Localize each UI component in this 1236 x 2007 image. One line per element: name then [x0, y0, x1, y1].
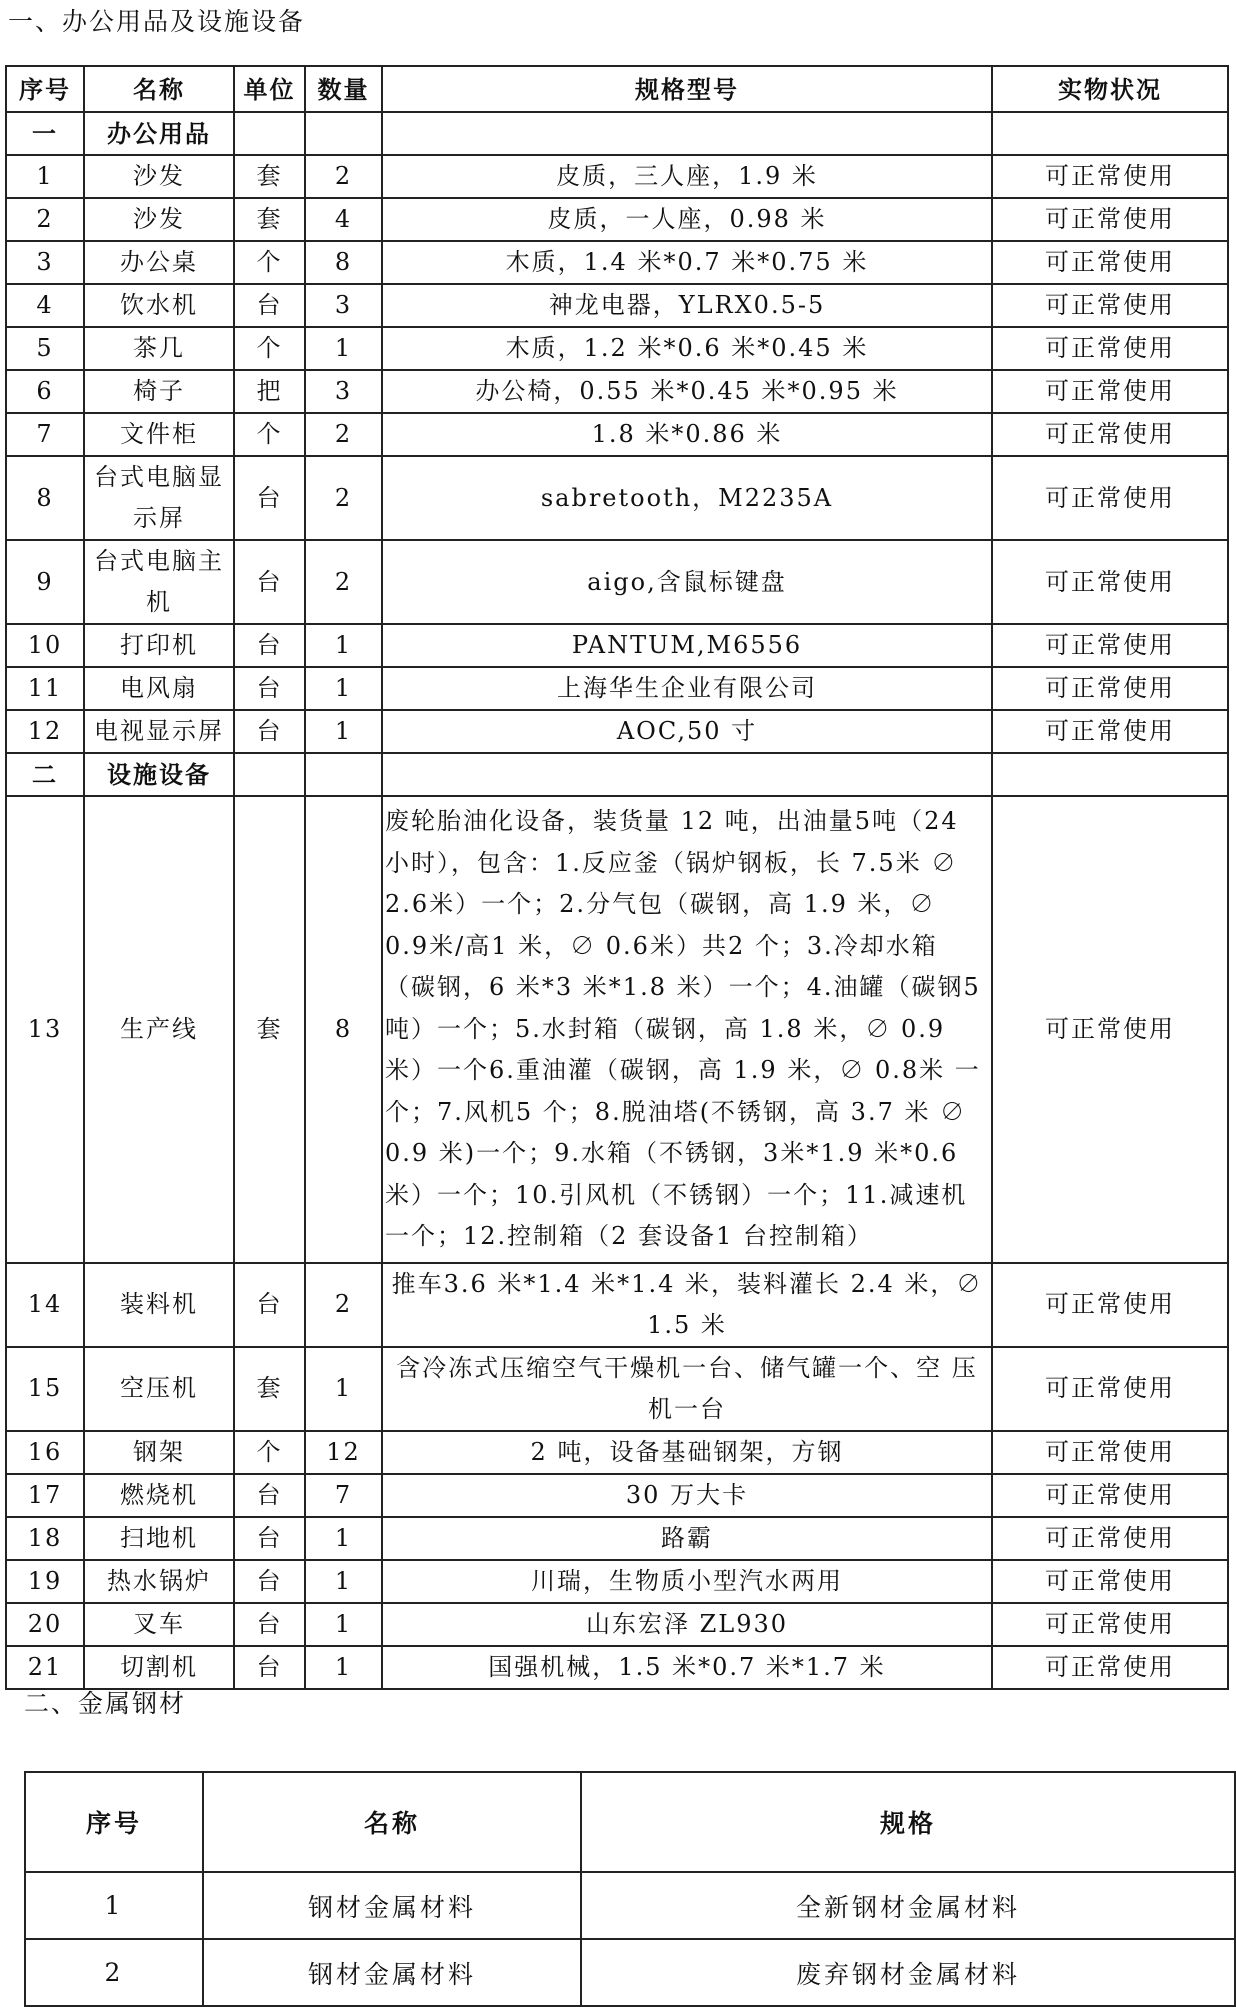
table-row [6, 1431, 1228, 1474]
cell-qty: 2 [305, 155, 382, 198]
table-row [6, 540, 1228, 624]
table-row [6, 1517, 1228, 1560]
cell-spec: 1.8 米*0.86 米 [382, 413, 992, 456]
office-equipment-table [5, 65, 1229, 1690]
cell-status: 可正常使用 [992, 413, 1228, 456]
cell-no: 16 [6, 1431, 84, 1474]
cell-status: 可正常使用 [992, 241, 1228, 284]
cell-status: 可正常使用 [992, 198, 1228, 241]
cell-unit: 台 [234, 284, 305, 327]
header-unit: 单位 [234, 66, 305, 112]
cell-qty: 8 [305, 241, 382, 284]
cell-status: 可正常使用 [992, 370, 1228, 413]
group-name: 办公用品 [84, 112, 234, 155]
cell-spec: 废轮胎油化设备，装货量 12 吨，出油量5吨（24 小时），包含：1.反应釜（锅炉钢板，长 7.5米 ∅ 2.6米）一个；2.分气包（碳钢，高 1.9 米，∅ 0.9米/高1 米，∅ 0.6米）共2 个；3.冷却水箱（碳钢，6 米*3 米*1.8 米）一个；4.油罐（碳钢5 吨）一个；5.水封箱（碳钢，高 1.8 米，∅ 0.9 米）一个6.重油灌（碳钢，高 1.9 米，∅ 0.8米 一个；7.风机5 个；8.脱油塔(不锈钢，高 3.7 米 ∅ 0.9 米)一个；9.水箱（不锈钢，3米*1.9 米*0.6 米）一个；10.引风机（不锈钢）一个；11.减速机一个；12.控制箱（2 套设备1 台控制箱） [382, 796, 992, 1263]
cell-status: 可正常使用 [992, 155, 1228, 198]
cell-no: 7 [6, 413, 84, 456]
table-row [6, 1603, 1228, 1646]
table-header-row [6, 66, 1228, 112]
header-spec: 规格型号 [382, 66, 992, 112]
cell-unit: 台 [234, 1560, 305, 1603]
cell-spec: aigo,含鼠标键盘 [382, 540, 992, 624]
cell-qty: 1 [305, 1517, 382, 1560]
cell-spec: 神龙电器，YLRX0.5-5 [382, 284, 992, 327]
cell-name: 生产线 [84, 796, 234, 1263]
cell-name: 热水锅炉 [84, 1560, 234, 1603]
cell-unit: 套 [234, 155, 305, 198]
cell-name: 扫地机 [84, 1517, 234, 1560]
cell-spec: 木质，1.4 米*0.7 米*0.75 米 [382, 241, 992, 284]
cell-name: 燃烧机 [84, 1474, 234, 1517]
table-row [6, 370, 1228, 413]
cell-qty: 4 [305, 198, 382, 241]
cell-spec: 木质，1.2 米*0.6 米*0.45 米 [382, 327, 992, 370]
cell-qty: 1 [305, 1347, 382, 1431]
cell-spec: 推车3.6 米*1.4 米*1.4 米，装料灌长 2.4 米，∅ 1.5 米 [382, 1263, 992, 1347]
table-row [6, 413, 1228, 456]
table-row [6, 710, 1228, 753]
cell-spec: 废弃钢材金属材料 [581, 1939, 1235, 2006]
cell-name: 饮水机 [84, 284, 234, 327]
cell-qty: 2 [305, 540, 382, 624]
cell-no: 3 [6, 241, 84, 284]
header-no: 序号 [6, 66, 84, 112]
cell-spec: AOC,50 寸 [382, 710, 992, 753]
cell-name: 茶几 [84, 327, 234, 370]
cell-name: 钢架 [84, 1431, 234, 1474]
cell-status: 可正常使用 [992, 624, 1228, 667]
cell-unit: 把 [234, 370, 305, 413]
table-row [6, 198, 1228, 241]
table-row [6, 624, 1228, 667]
cell-unit: 台 [234, 667, 305, 710]
cell-status: 可正常使用 [992, 1263, 1228, 1347]
cell-spec: 办公椅，0.55 米*0.45 米*0.95 米 [382, 370, 992, 413]
cell-name: 空压机 [84, 1347, 234, 1431]
cell-name: 切割机 [84, 1646, 234, 1689]
table-header-row [25, 1772, 1235, 1872]
cell-unit: 个 [234, 1431, 305, 1474]
cell-status: 可正常使用 [992, 540, 1228, 624]
table-row [6, 284, 1228, 327]
section-title-metal-steel: 二、金属钢材 [24, 1689, 187, 1718]
cell-unit: 套 [234, 796, 305, 1263]
cell-status: 可正常使用 [992, 1347, 1228, 1431]
cell-unit: 个 [234, 241, 305, 284]
table-row [6, 241, 1228, 284]
cell-qty: 1 [305, 1646, 382, 1689]
cell-no: 9 [6, 540, 84, 624]
cell-unit: 台 [234, 1603, 305, 1646]
cell-no: 10 [6, 624, 84, 667]
cell-unit: 个 [234, 413, 305, 456]
table-row [6, 1560, 1228, 1603]
header-status: 实物状况 [992, 66, 1228, 112]
metal-steel-table [24, 1771, 1236, 2007]
cell-unit: 台 [234, 456, 305, 540]
cell-qty: 8 [305, 796, 382, 1263]
cell-spec: sabretooth，M2235A [382, 456, 992, 540]
table-row [6, 1474, 1228, 1517]
group-row-facilities [6, 753, 1228, 796]
cell-name: 叉车 [84, 1603, 234, 1646]
cell-no: 15 [6, 1347, 84, 1431]
cell-status: 可正常使用 [992, 710, 1228, 753]
cell-name: 装料机 [84, 1263, 234, 1347]
cell-status: 可正常使用 [992, 1474, 1228, 1517]
cell-name: 文件柜 [84, 413, 234, 456]
cell-spec: 川瑞，生物质小型汽水两用 [382, 1560, 992, 1603]
cell-no: 8 [6, 456, 84, 540]
table-row [6, 667, 1228, 710]
table-row [6, 456, 1228, 540]
cell-status: 可正常使用 [992, 1560, 1228, 1603]
cell-no: 18 [6, 1517, 84, 1560]
cell-name: 电视显示屏 [84, 710, 234, 753]
group-no: 一 [6, 112, 84, 155]
cell-no: 13 [6, 796, 84, 1263]
cell-status: 可正常使用 [992, 456, 1228, 540]
cell-no: 17 [6, 1474, 84, 1517]
cell-status: 可正常使用 [992, 667, 1228, 710]
cell-no: 21 [6, 1646, 84, 1689]
cell-spec: 含冷冻式压缩空气干燥机一台、储气罐一个、空 压机一台 [382, 1347, 992, 1431]
group-no: 二 [6, 753, 84, 796]
cell-no: 12 [6, 710, 84, 753]
table-row [25, 1939, 1235, 2006]
cell-name: 电风扇 [84, 667, 234, 710]
cell-no: 1 [25, 1872, 203, 1939]
cell-name: 沙发 [84, 155, 234, 198]
header-name: 名称 [203, 1772, 581, 1872]
cell-status: 可正常使用 [992, 796, 1228, 1263]
cell-qty: 1 [305, 1560, 382, 1603]
cell-qty: 3 [305, 284, 382, 327]
cell-name: 沙发 [84, 198, 234, 241]
table-row [6, 796, 1228, 1263]
cell-no: 1 [6, 155, 84, 198]
cell-no: 11 [6, 667, 84, 710]
cell-no: 2 [25, 1939, 203, 2006]
cell-qty: 1 [305, 624, 382, 667]
cell-no: 19 [6, 1560, 84, 1603]
table-row [6, 1347, 1228, 1431]
cell-name: 办公桌 [84, 241, 234, 284]
cell-qty: 7 [305, 1474, 382, 1517]
cell-qty: 2 [305, 413, 382, 456]
cell-unit: 台 [234, 1646, 305, 1689]
cell-spec: 路霸 [382, 1517, 992, 1560]
cell-status: 可正常使用 [992, 284, 1228, 327]
cell-spec: 皮质，一人座，0.98 米 [382, 198, 992, 241]
cell-name: 椅子 [84, 370, 234, 413]
cell-no: 4 [6, 284, 84, 327]
cell-unit: 台 [234, 540, 305, 624]
cell-spec: 上海华生企业有限公司 [382, 667, 992, 710]
cell-name: 钢材金属材料 [203, 1939, 581, 2006]
cell-qty: 1 [305, 667, 382, 710]
cell-qty: 3 [305, 370, 382, 413]
cell-qty: 1 [305, 710, 382, 753]
header-qty: 数量 [305, 66, 382, 112]
table-row [6, 327, 1228, 370]
cell-status: 可正常使用 [992, 1517, 1228, 1560]
header-no: 序号 [25, 1772, 203, 1872]
table-row [6, 1646, 1228, 1689]
cell-unit: 套 [234, 198, 305, 241]
header-name: 名称 [84, 66, 234, 112]
cell-spec: 山东宏泽 ZL930 [382, 1603, 992, 1646]
cell-no: 20 [6, 1603, 84, 1646]
cell-status: 可正常使用 [992, 1431, 1228, 1474]
cell-status: 可正常使用 [992, 327, 1228, 370]
section-title-office-equipment: 一、办公用品及设施设备 [8, 7, 306, 36]
table-row [6, 1263, 1228, 1347]
cell-spec: 皮质，三人座，1.9 米 [382, 155, 992, 198]
group-row-office-supplies [6, 112, 1228, 155]
cell-spec: PANTUM,M6556 [382, 624, 992, 667]
cell-status: 可正常使用 [992, 1646, 1228, 1689]
cell-unit: 台 [234, 1517, 305, 1560]
cell-qty: 12 [305, 1431, 382, 1474]
cell-unit: 套 [234, 1347, 305, 1431]
cell-name: 台式电脑显示屏 [84, 456, 234, 540]
cell-unit: 台 [234, 624, 305, 667]
cell-qty: 1 [305, 327, 382, 370]
cell-status: 可正常使用 [992, 1603, 1228, 1646]
cell-spec: 2 吨，设备基础钢架，方钢 [382, 1431, 992, 1474]
cell-unit: 台 [234, 710, 305, 753]
table-row [25, 1872, 1235, 1939]
cell-unit: 台 [234, 1474, 305, 1517]
cell-unit: 个 [234, 327, 305, 370]
group-name: 设施设备 [84, 753, 234, 796]
header-spec: 规格 [581, 1772, 1235, 1872]
cell-qty: 2 [305, 1263, 382, 1347]
cell-name: 打印机 [84, 624, 234, 667]
table-row [6, 155, 1228, 198]
cell-no: 6 [6, 370, 84, 413]
cell-spec: 全新钢材金属材料 [581, 1872, 1235, 1939]
cell-name: 钢材金属材料 [203, 1872, 581, 1939]
cell-no: 5 [6, 327, 84, 370]
cell-no: 14 [6, 1263, 84, 1347]
cell-qty: 1 [305, 1603, 382, 1646]
cell-qty: 2 [305, 456, 382, 540]
cell-name: 台式电脑主机 [84, 540, 234, 624]
cell-no: 2 [6, 198, 84, 241]
cell-spec: 30 万大卡 [382, 1474, 992, 1517]
cell-unit: 台 [234, 1263, 305, 1347]
cell-spec: 国强机械，1.5 米*0.7 米*1.7 米 [382, 1646, 992, 1689]
